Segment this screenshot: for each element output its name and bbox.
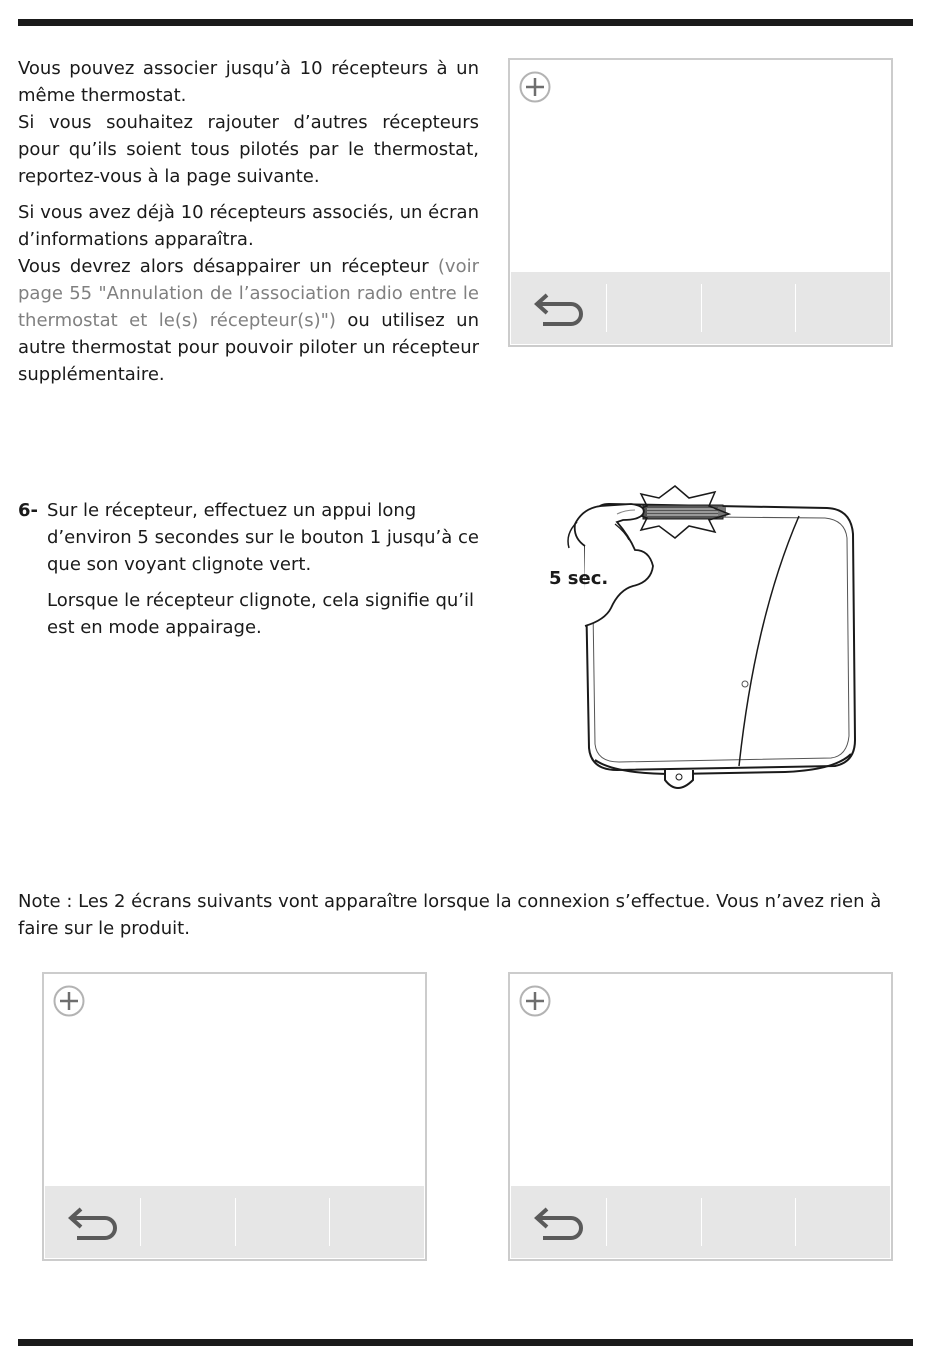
intro-p4-start: Vous devrez alors désappairer un récepteur	[18, 256, 438, 277]
intro-paragraph-1: Vous pouvez associer jusqu’à 10 récepteurs à un même thermostat.	[18, 58, 479, 106]
screen-button-bar	[511, 272, 890, 344]
back-arrow-icon	[533, 1206, 585, 1240]
receiver-illustration	[555, 478, 865, 823]
back-button[interactable]	[511, 272, 606, 344]
back-button[interactable]	[45, 1186, 140, 1258]
back-arrow-icon	[533, 292, 585, 326]
thermostat-screen-1	[508, 58, 893, 347]
thermostat-screen-2	[42, 972, 427, 1261]
back-button[interactable]	[511, 1186, 606, 1258]
screen-button-bar	[45, 1186, 424, 1258]
page-reference-link[interactable]: (voir page 55 "Annulation de l’association radio entre le thermostat et le(s) récepteur(s)")	[18, 256, 479, 331]
screen-soft-button[interactable]	[606, 1186, 701, 1258]
screen-soft-button[interactable]	[235, 1186, 330, 1258]
intro-paragraph-2: Si vous souhaitez rajouter d’autres récepteurs pour qu’ils soient tous pilotés par le thermostat, reportez-vous à la page suivante.	[18, 112, 479, 187]
step-6	[18, 497, 488, 641]
step-number: 6-	[18, 500, 38, 521]
plus-icon[interactable]	[519, 985, 551, 1017]
plus-icon[interactable]	[519, 71, 551, 103]
intro-p4-end: ou utilisez un autre thermostat pour pouvoir piloter un récepteur supplémentaire.	[18, 310, 479, 385]
duration-label: 5 sec.	[549, 568, 609, 589]
intro-paragraph-3: Si vous avez déjà 10 récepteurs associés, un écran d’informations apparaîtra.	[18, 202, 479, 250]
thermostat-screen-3	[508, 972, 893, 1261]
screen-soft-button[interactable]	[606, 272, 701, 344]
screen-soft-button[interactable]	[701, 1186, 796, 1258]
bottom-rule	[18, 1339, 913, 1346]
screen-soft-button[interactable]	[795, 1186, 890, 1258]
screen-soft-button[interactable]	[140, 1186, 235, 1258]
step-6-paragraph-2: Lorsque le récepteur clignote, cela signifie qu’il est en mode appairage.	[47, 590, 475, 638]
screen-soft-button[interactable]	[795, 272, 890, 344]
note-text: Note : Les 2 écrans suivants vont apparaître lorsque la connexion s’effectue. Vous n’avez rien à faire sur le produit.	[18, 891, 882, 939]
back-arrow-icon	[67, 1206, 119, 1240]
top-rule	[18, 19, 913, 26]
intro-paragraph-4	[18, 253, 479, 388]
plus-icon[interactable]	[53, 985, 85, 1017]
screen-soft-button[interactable]	[329, 1186, 424, 1258]
step-6-paragraph-1: Sur le récepteur, effectuez un appui long d’environ 5 secondes sur le bouton 1 jusqu’à ce que son voyant clignote vert.	[47, 500, 479, 575]
screen-button-bar	[511, 1186, 890, 1258]
intro-text	[18, 55, 479, 388]
screen-soft-button[interactable]	[701, 272, 796, 344]
